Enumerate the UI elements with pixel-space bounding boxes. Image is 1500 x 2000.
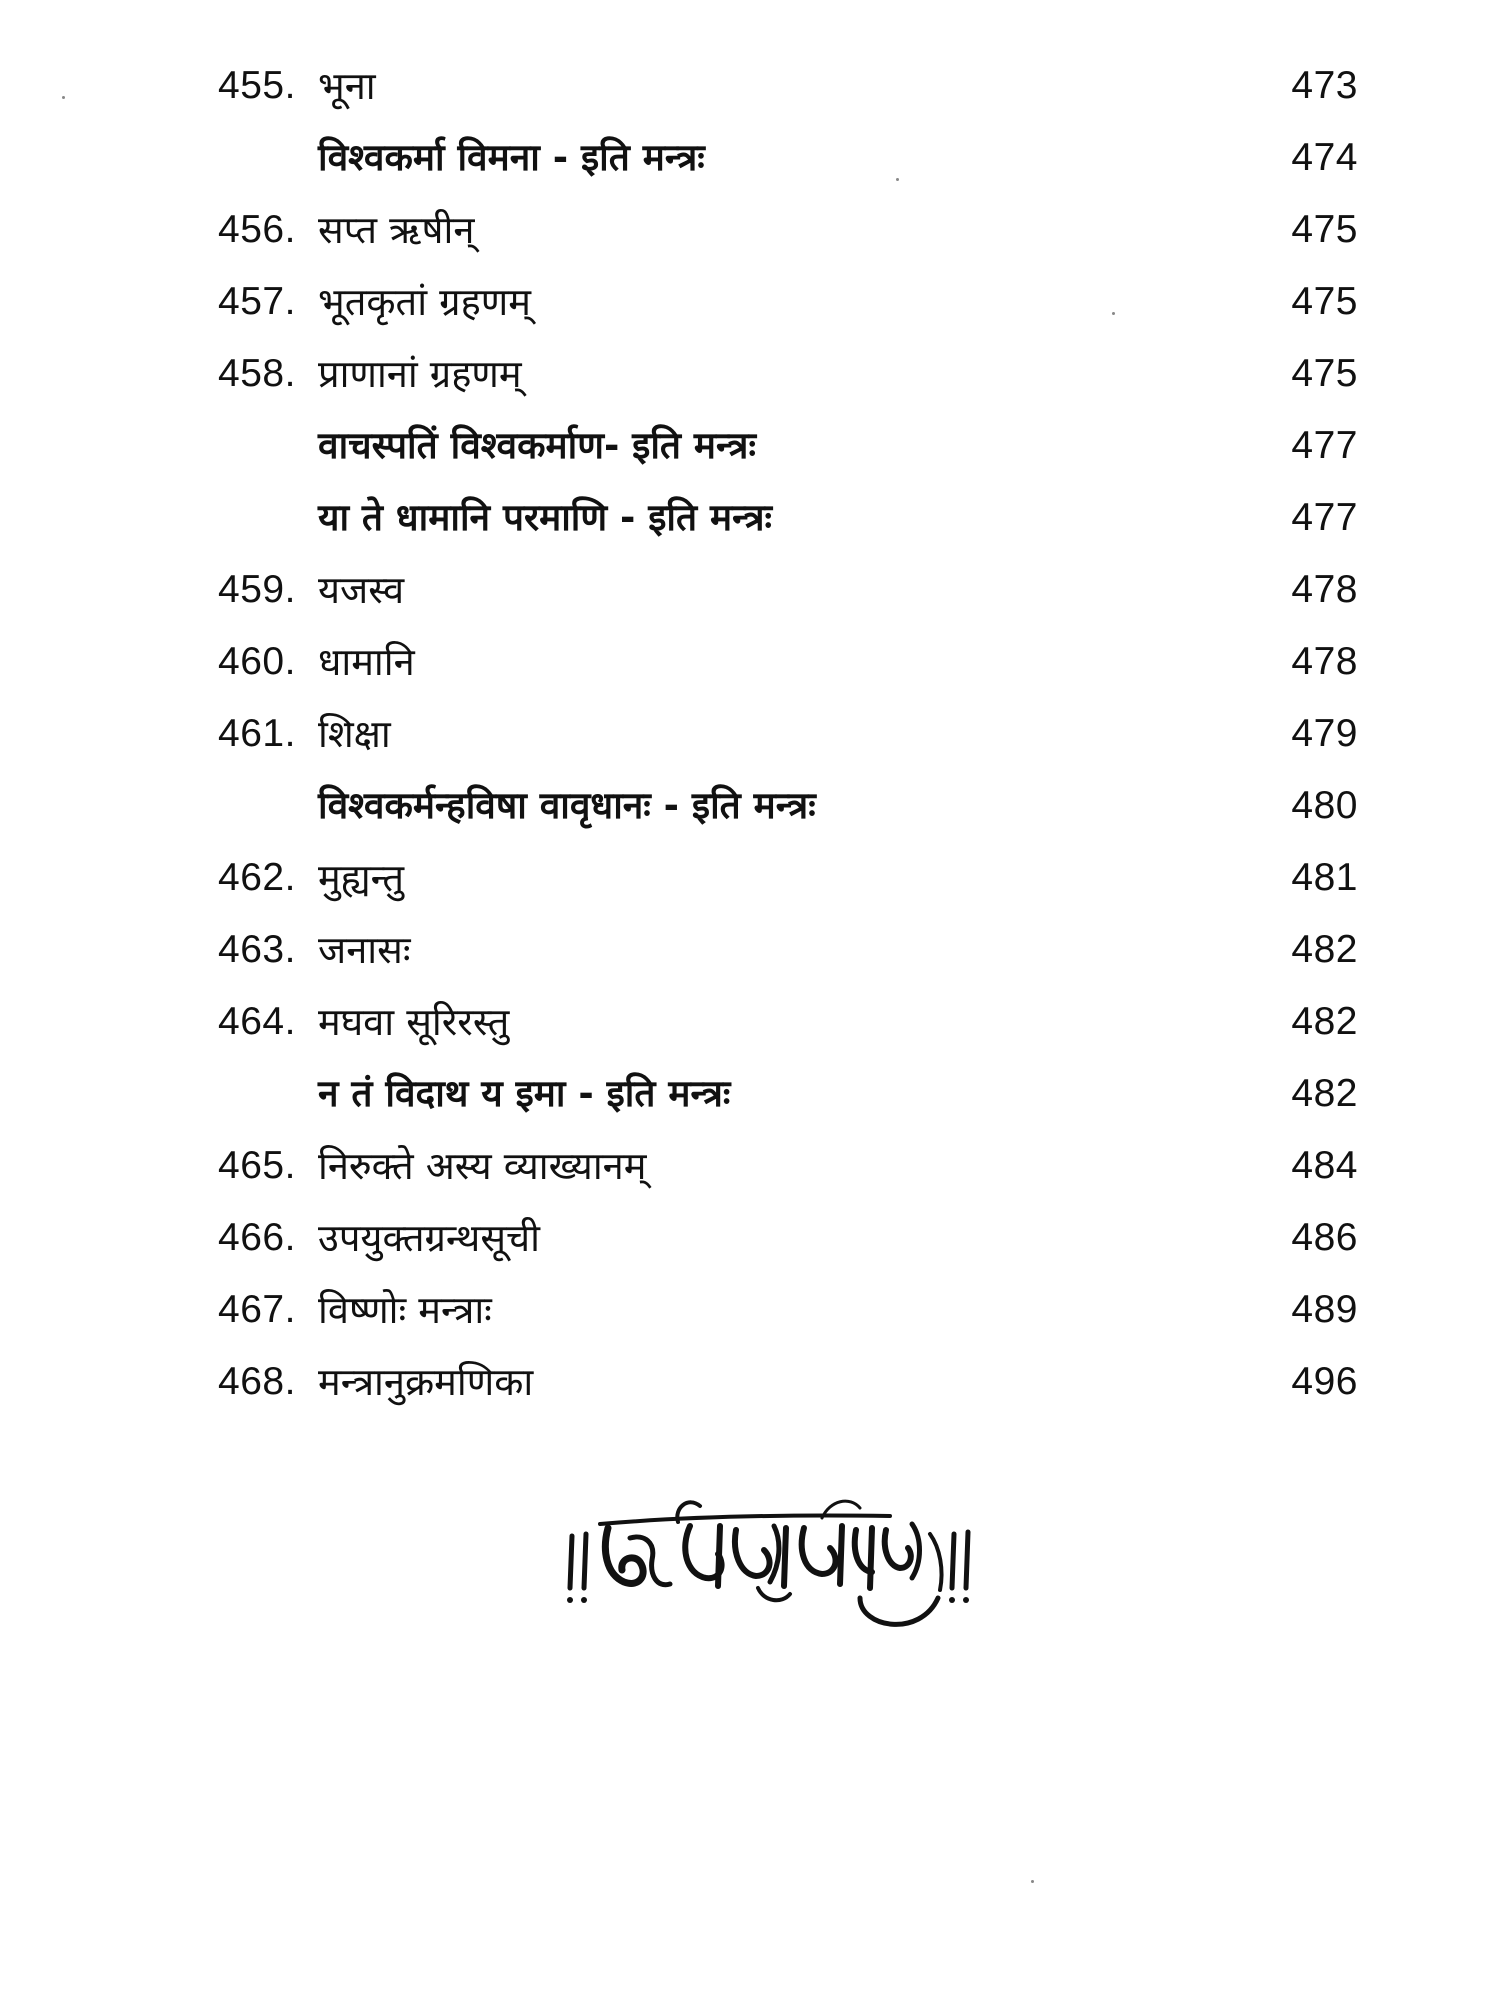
entry-page-number: 477 — [1291, 496, 1358, 539]
entry-title: धामानि — [318, 640, 415, 684]
entry-title: भूतकृतां ग्रहणम् — [318, 280, 531, 324]
entry-number: 456. — [218, 208, 296, 251]
toc-row — [218, 338, 1358, 410]
entry-page-number: 477 — [1291, 424, 1358, 467]
entry-title: भूना — [318, 64, 376, 108]
entry-number: 459. — [218, 568, 296, 611]
entry-page-number: 473 — [1291, 64, 1358, 107]
entry-number: 465. — [218, 1144, 296, 1187]
entry-title: मन्त्रानुक्रमणिका — [318, 1360, 534, 1404]
entry-number: 468. — [218, 1360, 296, 1403]
toc-row — [218, 1202, 1358, 1274]
entry-title: जनासः — [318, 928, 411, 972]
entry-number: 464. — [218, 1000, 296, 1043]
entry-number: 455. — [218, 64, 296, 107]
entry-title: विष्णोः मन्त्राः — [318, 1288, 492, 1332]
entry-title: मुह्यन्तु — [318, 856, 404, 900]
entry-page-number: 486 — [1291, 1216, 1358, 1259]
entry-page-number: 482 — [1291, 1000, 1358, 1043]
entry-page-number: 489 — [1291, 1288, 1358, 1331]
entry-number: 467. — [218, 1288, 296, 1331]
scan-speck — [896, 178, 899, 181]
scan-speck — [1112, 312, 1115, 315]
entry-title: या ते धामानि परमाणि - इति मन्त्रः — [318, 496, 773, 539]
entry-number: 466. — [218, 1216, 296, 1259]
entry-number: 457. — [218, 280, 296, 323]
toc-row-mantra — [218, 410, 1358, 482]
toc-row — [218, 266, 1358, 338]
entry-page-number: 479 — [1291, 712, 1358, 755]
toc-row — [218, 626, 1358, 698]
toc-row-mantra — [218, 1058, 1358, 1130]
entry-title: यजस्व — [318, 568, 405, 612]
toc-row — [218, 698, 1358, 770]
toc-row — [218, 194, 1358, 266]
toc-row — [218, 1274, 1358, 1346]
entry-title: शिक्षा — [318, 712, 391, 756]
entry-number: 462. — [218, 856, 296, 899]
calligraphic-closing-ornament — [560, 1478, 980, 1648]
entry-title: उपयुक्तग्रन्थसूची — [318, 1216, 540, 1260]
entry-page-number: 481 — [1291, 856, 1358, 899]
entry-page-number: 482 — [1291, 1072, 1358, 1115]
entry-title: वाचस्पतिं विश्वकर्माण- इति मन्त्रः — [318, 424, 756, 467]
toc-row — [218, 50, 1358, 122]
scan-speck — [1031, 1880, 1034, 1883]
entry-title: विश्वकर्मन्हविषा वावृधानः - इति मन्त्रः — [318, 784, 816, 827]
entry-page-number: 475 — [1291, 352, 1358, 395]
toc-row-mantra — [218, 122, 1358, 194]
toc-row-mantra — [218, 770, 1358, 842]
entry-title: न तं विदाथ य इमा - इति मन्त्रः — [318, 1072, 731, 1115]
toc-row — [218, 1130, 1358, 1202]
entry-number: 458. — [218, 352, 296, 395]
entry-title: निरुक्ते अस्य व्याख्यानम् — [318, 1144, 647, 1188]
table-of-contents — [218, 50, 1358, 1418]
toc-row — [218, 986, 1358, 1058]
entry-page-number: 478 — [1291, 640, 1358, 683]
toc-row — [218, 1346, 1358, 1418]
entry-page-number: 482 — [1291, 928, 1358, 971]
entry-title: सप्त ऋषीन् — [318, 208, 475, 252]
entry-title: मघवा सूरिरस्तु — [318, 1000, 510, 1044]
entry-number: 463. — [218, 928, 296, 971]
toc-row — [218, 554, 1358, 626]
scan-speck — [62, 96, 65, 99]
entry-title: प्राणानां ग्रहणम् — [318, 352, 522, 396]
entry-page-number: 475 — [1291, 208, 1358, 251]
toc-row-mantra — [218, 482, 1358, 554]
entry-page-number: 496 — [1291, 1360, 1358, 1403]
entry-page-number: 474 — [1291, 136, 1358, 179]
toc-row — [218, 842, 1358, 914]
toc-row — [218, 914, 1358, 986]
entry-title: विश्वकर्मा विमना - इति मन्त्रः — [318, 136, 705, 179]
entry-page-number: 478 — [1291, 568, 1358, 611]
entry-number: 461. — [218, 712, 296, 755]
entry-number: 460. — [218, 640, 296, 683]
entry-page-number: 480 — [1291, 784, 1358, 827]
entry-page-number: 484 — [1291, 1144, 1358, 1187]
entry-page-number: 475 — [1291, 280, 1358, 323]
